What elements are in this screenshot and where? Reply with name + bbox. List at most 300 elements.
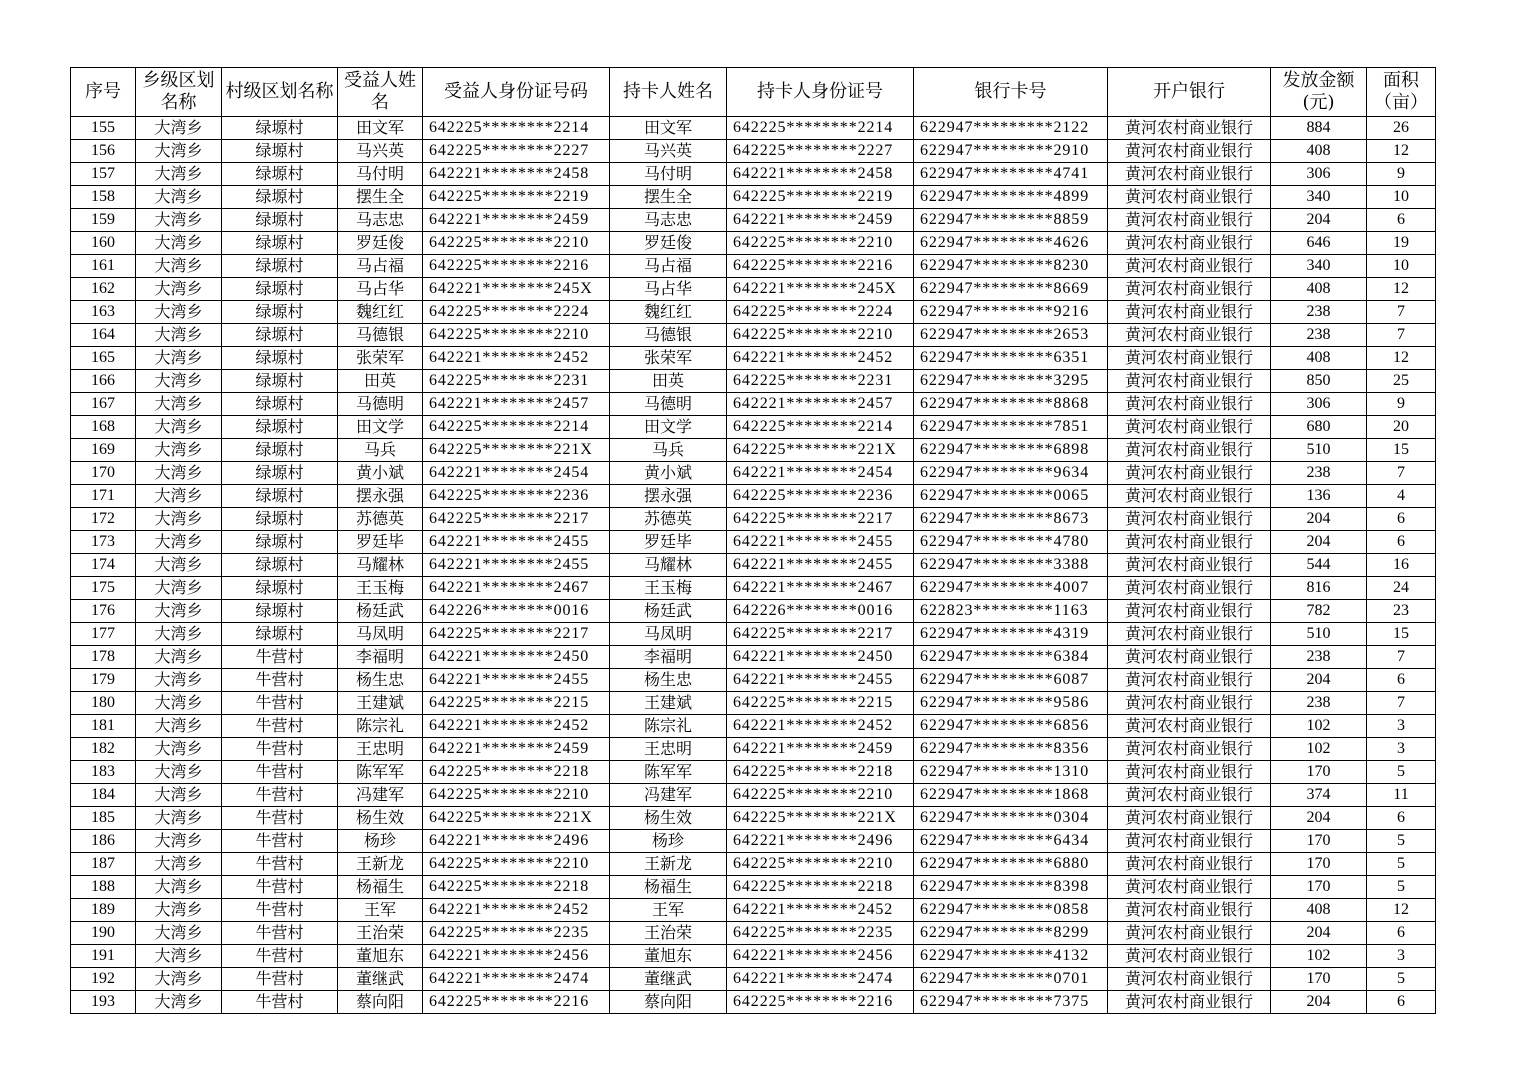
cell-village: 绿塬村 — [222, 232, 338, 255]
cell-cardholder-id: 642225********2210 — [727, 324, 914, 347]
cell-beneficiary-name: 董继武 — [338, 968, 423, 991]
cell-bank-card: 622947*********4626 — [914, 232, 1108, 255]
cell-amount: 408 — [1271, 140, 1367, 163]
cell-beneficiary-name: 杨廷武 — [338, 600, 423, 623]
cell-index: 164 — [71, 324, 136, 347]
cell-cardholder-name: 摆永强 — [610, 485, 727, 508]
cell-amount: 238 — [1271, 324, 1367, 347]
cell-index: 168 — [71, 416, 136, 439]
header-bank: 开户银行 — [1108, 68, 1271, 117]
cell-village: 牛营村 — [222, 991, 338, 1014]
cell-amount: 374 — [1271, 784, 1367, 807]
cell-bank-card: 622947*********8859 — [914, 209, 1108, 232]
cell-beneficiary-id: 642225********2210 — [423, 232, 610, 255]
cell-bank: 黄河农村商业银行 — [1108, 163, 1271, 186]
cell-bank: 黄河农村商业银行 — [1108, 991, 1271, 1014]
cell-cardholder-id: 642225********2217 — [727, 623, 914, 646]
cell-bank: 黄河农村商业银行 — [1108, 669, 1271, 692]
cell-bank: 黄河农村商业银行 — [1108, 922, 1271, 945]
cell-cardholder-id: 642221********2467 — [727, 577, 914, 600]
cell-bank-card: 622947*********8230 — [914, 255, 1108, 278]
cell-amount: 102 — [1271, 715, 1367, 738]
cell-village: 绿塬村 — [222, 186, 338, 209]
table-row — [71, 255, 1436, 278]
cell-bank-card: 622823*********1163 — [914, 600, 1108, 623]
cell-index: 180 — [71, 692, 136, 715]
cell-village: 绿塬村 — [222, 370, 338, 393]
cell-index: 160 — [71, 232, 136, 255]
cell-amount: 136 — [1271, 485, 1367, 508]
cell-amount: 340 — [1271, 255, 1367, 278]
cell-cardholder-id: 642221********2455 — [727, 531, 914, 554]
cell-index: 177 — [71, 623, 136, 646]
cell-village: 绿塬村 — [222, 209, 338, 232]
cell-index: 155 — [71, 117, 136, 140]
cell-cardholder-name: 田文军 — [610, 117, 727, 140]
cell-amount: 204 — [1271, 669, 1367, 692]
cell-township: 大湾乡 — [136, 301, 222, 324]
cell-bank: 黄河农村商业银行 — [1108, 485, 1271, 508]
cell-cardholder-id: 642226********0016 — [727, 600, 914, 623]
cell-bank: 黄河农村商业银行 — [1108, 140, 1271, 163]
cell-index: 172 — [71, 508, 136, 531]
cell-cardholder-name: 蔡向阳 — [610, 991, 727, 1014]
cell-beneficiary-name: 王忠明 — [338, 738, 423, 761]
cell-bank: 黄河农村商业银行 — [1108, 416, 1271, 439]
cell-bank-card: 622947*********4319 — [914, 623, 1108, 646]
cell-amount: 850 — [1271, 370, 1367, 393]
cell-amount: 102 — [1271, 738, 1367, 761]
cell-area: 5 — [1367, 853, 1436, 876]
cell-index: 175 — [71, 577, 136, 600]
cell-beneficiary-id: 642225********2224 — [423, 301, 610, 324]
cell-amount: 204 — [1271, 922, 1367, 945]
table-row — [71, 692, 1436, 715]
table-row — [71, 508, 1436, 531]
cell-township: 大湾乡 — [136, 623, 222, 646]
cell-cardholder-name: 王玉梅 — [610, 577, 727, 600]
cell-amount: 204 — [1271, 807, 1367, 830]
cell-bank: 黄河农村商业银行 — [1108, 623, 1271, 646]
cell-bank: 黄河农村商业银行 — [1108, 324, 1271, 347]
header-index: 序号 — [71, 68, 136, 117]
cell-township: 大湾乡 — [136, 853, 222, 876]
cell-village: 牛营村 — [222, 830, 338, 853]
cell-beneficiary-id: 642225********2217 — [423, 623, 610, 646]
cell-beneficiary-name: 马德明 — [338, 393, 423, 416]
header-beneficiary-name: 受益人姓名 — [338, 68, 423, 117]
table-row — [71, 531, 1436, 554]
cell-bank: 黄河农村商业银行 — [1108, 899, 1271, 922]
cell-cardholder-id: 642225********2231 — [727, 370, 914, 393]
cell-amount: 170 — [1271, 761, 1367, 784]
cell-area: 24 — [1367, 577, 1436, 600]
cell-amount: 238 — [1271, 646, 1367, 669]
cell-cardholder-id: 642221********2474 — [727, 968, 914, 991]
table-row — [71, 301, 1436, 324]
cell-township: 大湾乡 — [136, 991, 222, 1014]
cell-village: 牛营村 — [222, 876, 338, 899]
cell-beneficiary-name: 冯建军 — [338, 784, 423, 807]
cell-village: 牛营村 — [222, 853, 338, 876]
cell-beneficiary-id: 642225********2231 — [423, 370, 610, 393]
cell-index: 192 — [71, 968, 136, 991]
cell-township: 大湾乡 — [136, 830, 222, 853]
cell-village: 牛营村 — [222, 761, 338, 784]
cell-cardholder-name: 马耀林 — [610, 554, 727, 577]
cell-cardholder-name: 马凤明 — [610, 623, 727, 646]
cell-township: 大湾乡 — [136, 669, 222, 692]
cell-beneficiary-id: 642221********2467 — [423, 577, 610, 600]
cell-amount: 408 — [1271, 899, 1367, 922]
table-row — [71, 186, 1436, 209]
cell-cardholder-id: 642225********2217 — [727, 508, 914, 531]
cell-village: 牛营村 — [222, 738, 338, 761]
cell-area: 6 — [1367, 807, 1436, 830]
cell-bank-card: 622947*********6898 — [914, 439, 1108, 462]
table-row — [71, 232, 1436, 255]
cell-area: 25 — [1367, 370, 1436, 393]
cell-cardholder-id: 642225********221X — [727, 439, 914, 462]
cell-township: 大湾乡 — [136, 393, 222, 416]
cell-cardholder-id: 642225********2210 — [727, 853, 914, 876]
cell-cardholder-id: 642221********2459 — [727, 209, 914, 232]
cell-cardholder-id: 642221********2496 — [727, 830, 914, 853]
cell-cardholder-name: 马志忠 — [610, 209, 727, 232]
cell-beneficiary-id: 642225********2210 — [423, 853, 610, 876]
cell-township: 大湾乡 — [136, 232, 222, 255]
cell-village: 绿塬村 — [222, 278, 338, 301]
cell-bank-card: 622947*********3388 — [914, 554, 1108, 577]
cell-index: 182 — [71, 738, 136, 761]
cell-cardholder-name: 马兴英 — [610, 140, 727, 163]
header-area: 面积（亩） — [1367, 68, 1436, 117]
cell-area: 6 — [1367, 531, 1436, 554]
cell-area: 7 — [1367, 462, 1436, 485]
cell-amount: 782 — [1271, 600, 1367, 623]
cell-bank: 黄河农村商业银行 — [1108, 370, 1271, 393]
cell-cardholder-name: 魏红红 — [610, 301, 727, 324]
cell-township: 大湾乡 — [136, 462, 222, 485]
cell-amount: 238 — [1271, 462, 1367, 485]
table-row — [71, 462, 1436, 485]
cell-area: 5 — [1367, 968, 1436, 991]
cell-township: 大湾乡 — [136, 945, 222, 968]
cell-township: 大湾乡 — [136, 485, 222, 508]
cell-cardholder-name: 王军 — [610, 899, 727, 922]
cell-area: 7 — [1367, 692, 1436, 715]
cell-beneficiary-id: 642221********2452 — [423, 715, 610, 738]
cell-bank: 黄河农村商业银行 — [1108, 853, 1271, 876]
cell-beneficiary-id: 642221********2455 — [423, 669, 610, 692]
cell-township: 大湾乡 — [136, 876, 222, 899]
cell-beneficiary-id: 642225********2219 — [423, 186, 610, 209]
cell-beneficiary-id: 642221********2455 — [423, 554, 610, 577]
cell-amount: 408 — [1271, 347, 1367, 370]
cell-village: 牛营村 — [222, 646, 338, 669]
cell-amount: 306 — [1271, 393, 1367, 416]
cell-village: 绿塬村 — [222, 508, 338, 531]
cell-amount: 816 — [1271, 577, 1367, 600]
cell-village: 绿塬村 — [222, 485, 338, 508]
cell-beneficiary-name: 罗廷俊 — [338, 232, 423, 255]
cell-amount: 238 — [1271, 301, 1367, 324]
table-row — [71, 163, 1436, 186]
cell-beneficiary-name: 田文军 — [338, 117, 423, 140]
cell-index: 176 — [71, 600, 136, 623]
cell-beneficiary-name: 王新龙 — [338, 853, 423, 876]
cell-village: 牛营村 — [222, 784, 338, 807]
cell-amount: 646 — [1271, 232, 1367, 255]
cell-cardholder-id: 642225********2224 — [727, 301, 914, 324]
table-row — [71, 140, 1436, 163]
cell-beneficiary-name: 陈宗礼 — [338, 715, 423, 738]
cell-beneficiary-name: 马耀林 — [338, 554, 423, 577]
cell-bank: 黄河农村商业银行 — [1108, 554, 1271, 577]
cell-bank: 黄河农村商业银行 — [1108, 301, 1271, 324]
cell-cardholder-id: 642225********2219 — [727, 186, 914, 209]
cell-bank-card: 622947*********8868 — [914, 393, 1108, 416]
cell-bank: 黄河农村商业银行 — [1108, 209, 1271, 232]
cell-beneficiary-name: 摆永强 — [338, 485, 423, 508]
cell-township: 大湾乡 — [136, 899, 222, 922]
cell-index: 189 — [71, 899, 136, 922]
cell-index: 191 — [71, 945, 136, 968]
cell-bank-card: 622947*********6087 — [914, 669, 1108, 692]
cell-amount: 544 — [1271, 554, 1367, 577]
cell-beneficiary-name: 苏德英 — [338, 508, 423, 531]
cell-township: 大湾乡 — [136, 186, 222, 209]
cell-index: 186 — [71, 830, 136, 853]
table-row — [71, 922, 1436, 945]
header-cardholder-name: 持卡人姓名 — [610, 68, 727, 117]
cell-amount: 204 — [1271, 991, 1367, 1014]
cell-cardholder-name: 摆生全 — [610, 186, 727, 209]
cell-cardholder-id: 642221********2452 — [727, 899, 914, 922]
cell-area: 12 — [1367, 140, 1436, 163]
table-row — [71, 853, 1436, 876]
table-row — [71, 876, 1436, 899]
table-row — [71, 761, 1436, 784]
cell-bank-card: 622947*********4007 — [914, 577, 1108, 600]
cell-cardholder-name: 王治荣 — [610, 922, 727, 945]
cell-bank: 黄河农村商业银行 — [1108, 646, 1271, 669]
cell-township: 大湾乡 — [136, 255, 222, 278]
cell-area: 15 — [1367, 439, 1436, 462]
cell-cardholder-id: 642225********2215 — [727, 692, 914, 715]
cell-amount: 102 — [1271, 945, 1367, 968]
cell-area: 9 — [1367, 393, 1436, 416]
cell-cardholder-id: 642221********2458 — [727, 163, 914, 186]
cell-township: 大湾乡 — [136, 922, 222, 945]
table-row — [71, 715, 1436, 738]
cell-beneficiary-id: 642221********2455 — [423, 531, 610, 554]
cell-township: 大湾乡 — [136, 117, 222, 140]
cell-township: 大湾乡 — [136, 807, 222, 830]
cell-bank: 黄河农村商业银行 — [1108, 255, 1271, 278]
table-row — [71, 899, 1436, 922]
cell-bank: 黄河农村商业银行 — [1108, 968, 1271, 991]
cell-village: 牛营村 — [222, 692, 338, 715]
cell-beneficiary-name: 马占福 — [338, 255, 423, 278]
cell-village: 绿塬村 — [222, 600, 338, 623]
cell-cardholder-id: 642221********2452 — [727, 715, 914, 738]
cell-index: 183 — [71, 761, 136, 784]
cell-beneficiary-id: 642225********2217 — [423, 508, 610, 531]
cell-bank: 黄河农村商业银行 — [1108, 692, 1271, 715]
cell-village: 牛营村 — [222, 968, 338, 991]
table-row — [71, 738, 1436, 761]
cell-index: 185 — [71, 807, 136, 830]
table-row — [71, 646, 1436, 669]
cell-area: 12 — [1367, 347, 1436, 370]
cell-amount: 204 — [1271, 209, 1367, 232]
cell-index: 184 — [71, 784, 136, 807]
table-row — [71, 393, 1436, 416]
cell-amount: 510 — [1271, 623, 1367, 646]
cell-village: 绿塬村 — [222, 324, 338, 347]
cell-beneficiary-name: 马兴英 — [338, 140, 423, 163]
cell-index: 167 — [71, 393, 136, 416]
cell-amount: 306 — [1271, 163, 1367, 186]
cell-amount: 408 — [1271, 278, 1367, 301]
cell-beneficiary-name: 田英 — [338, 370, 423, 393]
cell-cardholder-name: 罗廷俊 — [610, 232, 727, 255]
cell-beneficiary-id: 642225********221X — [423, 439, 610, 462]
cell-area: 7 — [1367, 646, 1436, 669]
cell-bank-card: 622947*********9216 — [914, 301, 1108, 324]
cell-area: 6 — [1367, 209, 1436, 232]
cell-beneficiary-name: 王军 — [338, 899, 423, 922]
cell-village: 牛营村 — [222, 807, 338, 830]
cell-area: 7 — [1367, 301, 1436, 324]
table-row — [71, 991, 1436, 1014]
cell-amount: 170 — [1271, 830, 1367, 853]
header-row — [71, 68, 1436, 117]
cell-bank: 黄河农村商业银行 — [1108, 807, 1271, 830]
cell-township: 大湾乡 — [136, 508, 222, 531]
header-amount: 发放金额(元) — [1271, 68, 1367, 117]
cell-area: 9 — [1367, 163, 1436, 186]
cell-beneficiary-id: 642225********2216 — [423, 991, 610, 1014]
cell-village: 绿塬村 — [222, 393, 338, 416]
cell-beneficiary-name: 杨生忠 — [338, 669, 423, 692]
cell-bank: 黄河农村商业银行 — [1108, 278, 1271, 301]
cell-beneficiary-id: 642225********2214 — [423, 117, 610, 140]
cell-village: 牛营村 — [222, 715, 338, 738]
cell-bank: 黄河农村商业银行 — [1108, 876, 1271, 899]
cell-index: 163 — [71, 301, 136, 324]
cell-bank-card: 622947*********4741 — [914, 163, 1108, 186]
cell-village: 绿塬村 — [222, 140, 338, 163]
cell-bank-card: 622947*********6351 — [914, 347, 1108, 370]
cell-area: 12 — [1367, 278, 1436, 301]
cell-beneficiary-name: 杨福生 — [338, 876, 423, 899]
cell-bank: 黄河农村商业银行 — [1108, 508, 1271, 531]
cell-cardholder-id: 642225********2227 — [727, 140, 914, 163]
cell-beneficiary-id: 642225********2216 — [423, 255, 610, 278]
cell-beneficiary-name: 马占华 — [338, 278, 423, 301]
cell-cardholder-name: 杨廷武 — [610, 600, 727, 623]
cell-area: 3 — [1367, 715, 1436, 738]
cell-index: 174 — [71, 554, 136, 577]
cell-cardholder-name: 杨生忠 — [610, 669, 727, 692]
cell-village: 牛营村 — [222, 899, 338, 922]
cell-beneficiary-id: 642221********2496 — [423, 830, 610, 853]
cell-cardholder-name: 黄小斌 — [610, 462, 727, 485]
cell-bank-card: 622947*********8398 — [914, 876, 1108, 899]
table-row — [71, 600, 1436, 623]
cell-bank: 黄河农村商业银行 — [1108, 715, 1271, 738]
cell-township: 大湾乡 — [136, 715, 222, 738]
cell-cardholder-id: 642221********2456 — [727, 945, 914, 968]
cell-beneficiary-id: 642221********2452 — [423, 899, 610, 922]
cell-bank: 黄河农村商业银行 — [1108, 531, 1271, 554]
cell-amount: 204 — [1271, 508, 1367, 531]
cell-beneficiary-name: 杨珍 — [338, 830, 423, 853]
table-row — [71, 485, 1436, 508]
cell-beneficiary-name: 田文学 — [338, 416, 423, 439]
cell-bank-card: 622947*********0304 — [914, 807, 1108, 830]
cell-bank: 黄河农村商业银行 — [1108, 117, 1271, 140]
cell-township: 大湾乡 — [136, 646, 222, 669]
cell-cardholder-name: 苏德英 — [610, 508, 727, 531]
cell-bank: 黄河农村商业银行 — [1108, 393, 1271, 416]
header-township: 乡级区划名称 — [136, 68, 222, 117]
cell-cardholder-id: 642225********221X — [727, 807, 914, 830]
table-row — [71, 439, 1436, 462]
cell-cardholder-id: 642225********2236 — [727, 485, 914, 508]
cell-bank-card: 622947*********4899 — [914, 186, 1108, 209]
cell-bank: 黄河农村商业银行 — [1108, 439, 1271, 462]
table-row — [71, 117, 1436, 140]
cell-village: 绿塬村 — [222, 255, 338, 278]
cell-index: 181 — [71, 715, 136, 738]
cell-beneficiary-id: 642221********2452 — [423, 347, 610, 370]
table-row — [71, 945, 1436, 968]
cell-area: 12 — [1367, 899, 1436, 922]
cell-bank: 黄河农村商业银行 — [1108, 761, 1271, 784]
cell-beneficiary-name: 杨生效 — [338, 807, 423, 830]
cell-township: 大湾乡 — [136, 324, 222, 347]
cell-cardholder-name: 马德银 — [610, 324, 727, 347]
cell-beneficiary-name: 马德银 — [338, 324, 423, 347]
cell-beneficiary-id: 642221********2450 — [423, 646, 610, 669]
cell-bank: 黄河农村商业银行 — [1108, 784, 1271, 807]
cell-beneficiary-name: 王治荣 — [338, 922, 423, 945]
cell-beneficiary-id: 642225********2210 — [423, 784, 610, 807]
table-row — [71, 554, 1436, 577]
cell-village: 绿塬村 — [222, 347, 338, 370]
table-row — [71, 784, 1436, 807]
cell-bank-card: 622947*********6856 — [914, 715, 1108, 738]
cell-village: 绿塬村 — [222, 301, 338, 324]
table-row — [71, 278, 1436, 301]
cell-bank: 黄河农村商业银行 — [1108, 347, 1271, 370]
cell-bank-card: 622947*********2653 — [914, 324, 1108, 347]
cell-area: 5 — [1367, 876, 1436, 899]
cell-cardholder-name: 董继武 — [610, 968, 727, 991]
cell-beneficiary-name: 张荣军 — [338, 347, 423, 370]
header-cardholder-id: 持卡人身份证号 — [727, 68, 914, 117]
cell-bank-card: 622947*********2122 — [914, 117, 1108, 140]
cell-bank-card: 622947*********7375 — [914, 991, 1108, 1014]
cell-township: 大湾乡 — [136, 531, 222, 554]
table-row — [71, 830, 1436, 853]
cell-index: 193 — [71, 991, 136, 1014]
subsidy-table — [70, 67, 1436, 1014]
cell-beneficiary-name: 马兵 — [338, 439, 423, 462]
